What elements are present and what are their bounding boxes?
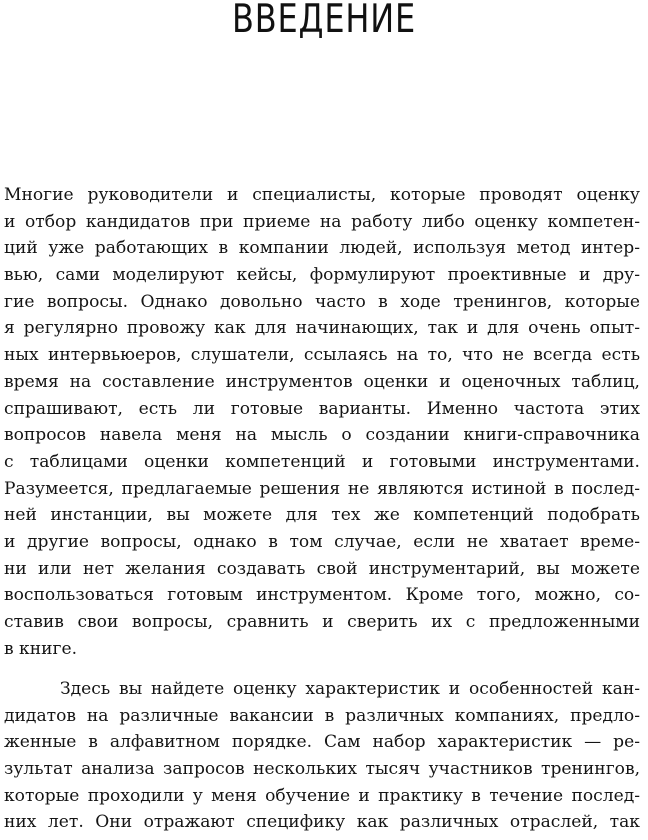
text-line: и другие вопросы, однако в том случае, если не хватает време- — [4, 531, 640, 552]
text-line: вопросов навела меня на мысль о создании книги-справочника — [4, 425, 640, 446]
text-line: гие вопросы. Однако довольно часто в ходе тренингов, которые — [4, 291, 640, 312]
text-line: и отбор кандидатов при приеме на работу либо оценку компетен- — [4, 211, 640, 232]
text-line: ней инстанции, вы можете для тех же компетенций подобрать — [4, 505, 640, 526]
text-line: женные в алфавитном порядке. Сам набор характеристик — ре- — [4, 732, 640, 753]
text-line: них лет. Они отражают специфику как различных отраслей, так — [4, 812, 640, 833]
text-line: Разумеется, предлагаемые решения не являются истиной в послед- — [4, 478, 640, 499]
text-line: которые проходили у меня обучение и практику в течение послед- — [4, 785, 640, 806]
text-line: ных интервьюеров, слушатели, ссылаясь на то, что не всегда есть — [4, 345, 640, 366]
text-line: Здесь вы найдете оценку характеристик и особенностей кан- — [60, 679, 640, 699]
text-line: спрашивают, есть ли готовые варианты. Именно частота этих — [4, 398, 640, 419]
text-line: с таблицами оценки компетенций и готовыми инструментами. — [4, 451, 640, 472]
text-line: я регулярно провожу как для начинающих, так и для очень опыт- — [4, 318, 640, 339]
text-line: в книге. — [4, 638, 78, 659]
page-title: ВВЕДЕНИЕ — [231, 0, 417, 42]
text-line: ций уже работающих в компании людей, используя метод интер- — [4, 238, 640, 259]
text-line: вью, сами моделируют кейсы, формулируют проективные и дру- — [4, 265, 640, 286]
body-paragraph-1 — [4, 182, 640, 662]
text-line: ставив свои вопросы, сравнить и сверить их с предложенными — [4, 612, 640, 632]
text-line: ни или нет желания создавать свой инструментарий, вы можете — [4, 558, 640, 579]
body-paragraph-2 — [4, 676, 640, 836]
text-line: Многие руководители и специалисты, которые проводят оценку — [4, 185, 640, 205]
text-line: воспользоваться готовым инструментом. Кроме того, можно, со- — [4, 585, 640, 606]
text-line: время на составление инструментов оценки и оценочных таблиц, — [4, 371, 640, 392]
text-line: дидатов на различные вакансии в различных компаниях, предло- — [4, 705, 640, 726]
text-line: зультат анализа запросов нескольких тысяч участников тренингов, — [4, 759, 640, 780]
